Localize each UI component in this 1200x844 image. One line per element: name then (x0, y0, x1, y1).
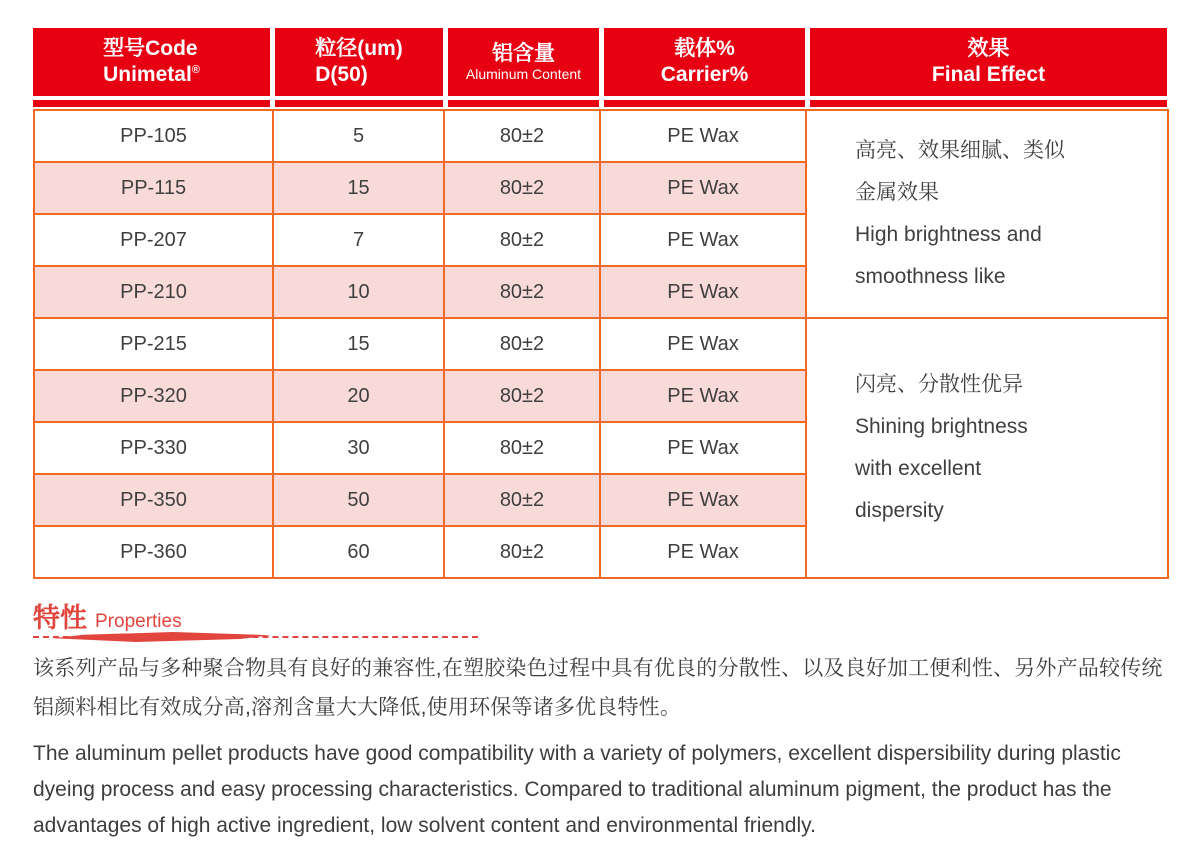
brush-stroke (53, 632, 271, 642)
header-code-brand: Unimetal® (103, 63, 200, 86)
effect-line: High brightness and (855, 223, 1042, 246)
cell-carrier: PE Wax (600, 422, 806, 474)
header-cell-carrier (604, 28, 805, 96)
properties-text-block (33, 649, 1171, 844)
cell-aluminum: 80±2 (444, 526, 600, 578)
cell-carrier: PE Wax (600, 266, 806, 318)
header-carrier-cn: 载体% (674, 37, 735, 61)
stripe-segment (448, 100, 599, 107)
properties-underline (33, 631, 478, 643)
cell-carrier: PE Wax (600, 526, 806, 578)
cell-aluminum: 80±2 (444, 162, 600, 214)
cell-aluminum: 80±2 (444, 266, 600, 318)
properties-title-en: Properties (95, 611, 182, 632)
cell-code: PP-360 (34, 526, 273, 578)
cell-carrier: PE Wax (600, 370, 806, 422)
cell-size: 50 (273, 474, 444, 526)
cell-size: 30 (273, 422, 444, 474)
header-size-en: D(50) (315, 63, 368, 86)
cell-aluminum: 80±2 (444, 318, 600, 370)
stripe-segment (275, 100, 443, 107)
header-cell-aluminum-content (448, 28, 599, 96)
cell-code: PP-350 (34, 474, 273, 526)
effect-line: Shining brightness (855, 415, 1028, 438)
effect-line: with excellent (855, 457, 982, 480)
cell-code: PP-115 (34, 162, 273, 214)
cell-carrier: PE Wax (600, 318, 806, 370)
header-aluminum-cn: 铝含量 (491, 41, 555, 65)
effect-line: 闪亮、分散性优异 (855, 373, 1023, 396)
header-aluminum-en: Aluminum Content (465, 66, 582, 83)
effect-line: dispersity (855, 499, 944, 522)
stripe-segment (33, 100, 270, 107)
cell-code: PP-215 (34, 318, 273, 370)
product-spec-table (33, 109, 1169, 579)
header-cell-particle-size (275, 28, 443, 96)
cell-size: 20 (273, 370, 444, 422)
header-cell-code (33, 28, 270, 96)
cell-aluminum: 80±2 (444, 474, 600, 526)
stripe-segment (810, 100, 1167, 107)
cell-aluminum: 80±2 (444, 110, 600, 162)
properties-title-cn: 特性 (33, 603, 87, 633)
effect-cell-group2 (806, 318, 1168, 578)
cell-carrier: PE Wax (600, 110, 806, 162)
cell-code: PP-320 (34, 370, 273, 422)
effect-line: 金属效果 (855, 181, 939, 204)
cell-size: 60 (273, 526, 444, 578)
cell-aluminum: 80±2 (444, 370, 600, 422)
cell-aluminum: 80±2 (444, 422, 600, 474)
header-underline-stripe (33, 100, 1167, 107)
cell-code: PP-330 (34, 422, 273, 474)
properties-paragraph-en: The aluminum pellet products have good compatibility with a variety of polymers, excellent dispersibility during plastic dyeing process and easy processing characteristics. Compared to traditional aluminum pigment, the product has the advantages of high active ingredient, low solvent content and environmental friendly. (33, 742, 1121, 837)
header-effect-cn: 效果 (967, 37, 1010, 61)
cell-size: 15 (273, 318, 444, 370)
properties-heading (33, 596, 182, 635)
header-carrier-en: Carrier% (660, 63, 749, 86)
cell-code: PP-210 (34, 266, 273, 318)
effect-cell-group1 (806, 110, 1168, 318)
header-code-cn: 型号Code (103, 37, 198, 61)
cell-carrier: PE Wax (600, 214, 806, 266)
cell-code: PP-207 (34, 214, 273, 266)
cell-size: 10 (273, 266, 444, 318)
header-cell-final-effect (810, 28, 1167, 96)
header-effect-en: Final Effect (931, 63, 1046, 86)
cell-size: 5 (273, 110, 444, 162)
registered-mark: ® (191, 64, 200, 76)
table-row (34, 318, 1168, 370)
effect-line: 高亮、效果细腻、类似 (855, 139, 1065, 162)
cell-carrier: PE Wax (600, 474, 806, 526)
effect-line: smoothness like (855, 265, 1006, 288)
cell-code: PP-105 (34, 110, 273, 162)
table-row (34, 110, 1168, 162)
spec-table-header (33, 28, 1167, 96)
header-size-cn: 粒径(um) (315, 37, 403, 61)
stripe-segment (604, 100, 805, 107)
cell-size: 7 (273, 214, 444, 266)
cell-carrier: PE Wax (600, 162, 806, 214)
cell-size: 15 (273, 162, 444, 214)
cell-aluminum: 80±2 (444, 214, 600, 266)
properties-paragraph-cn: 该系列产品与多种聚合物具有良好的兼容性,在塑胶染色过程中具有优良的分散性、以及良好加工便利性、另外产品较传统铝颜料相比有效成分高,溶剂含量大大降低,使用环保等诸多优良特性。 (33, 657, 1163, 719)
